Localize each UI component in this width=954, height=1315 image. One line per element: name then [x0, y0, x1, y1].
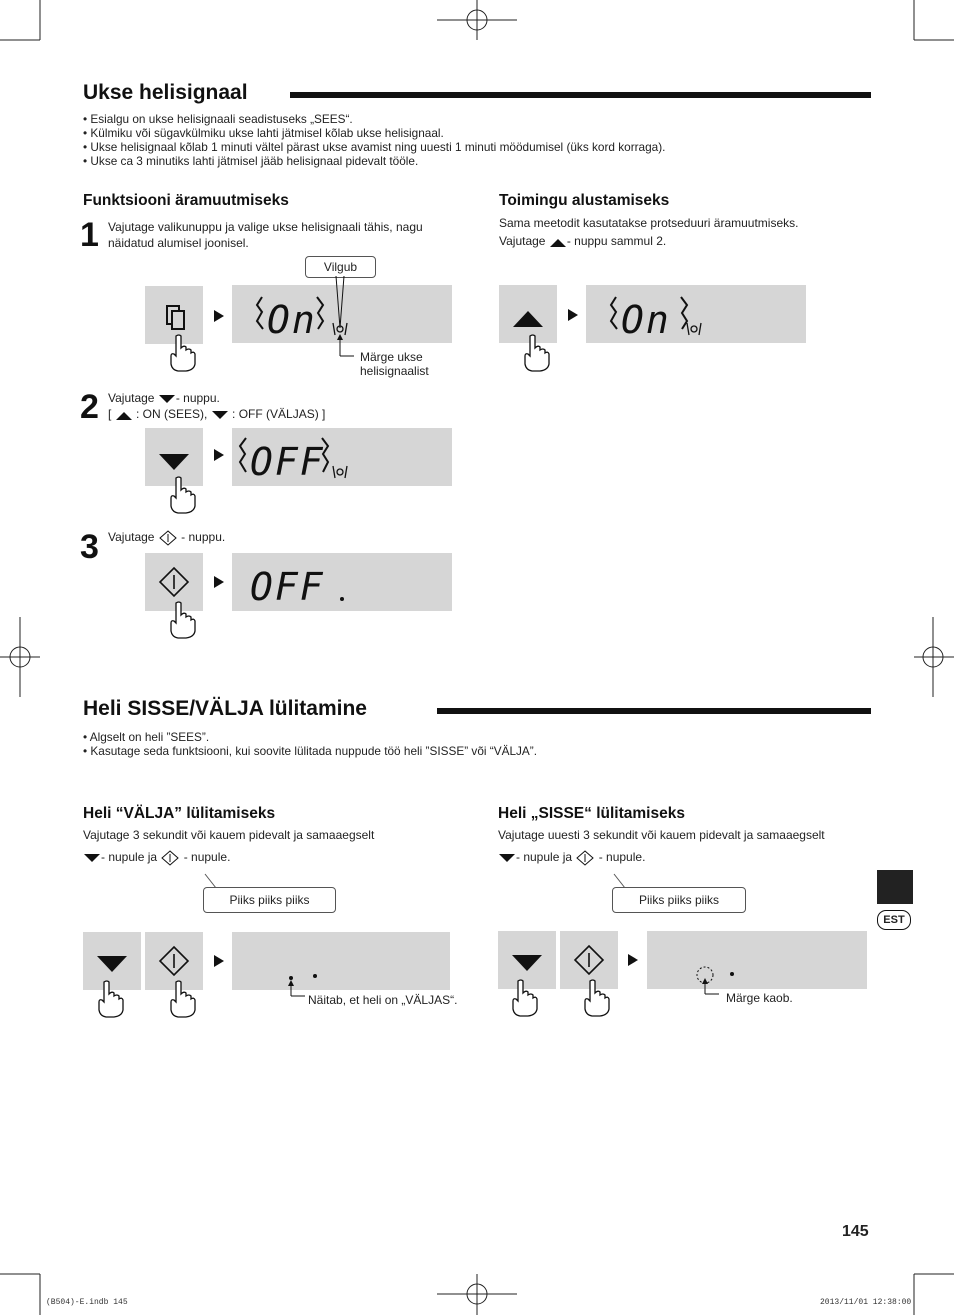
subheading-sound-on: Heli „SISSE“ lülitamiseks [498, 805, 685, 822]
language-badge: EST [877, 910, 911, 930]
indicator-dot [340, 597, 344, 601]
text-part: - nupule. [180, 850, 231, 865]
display-graphic [232, 553, 452, 611]
down-triangle-icon [211, 410, 229, 420]
text-part: - nupule ja [101, 850, 161, 865]
bullet-item: • Kasutage seda funktsiooni, kui soovite lülitada nuppude töö heli ”SISSE” või “VÄLJA”. [83, 744, 537, 758]
text-part: Vajutage [108, 391, 158, 405]
subheading-start: Toimingu alustamiseks [499, 192, 670, 209]
display-graphic [232, 932, 450, 990]
arrow-right-icon [214, 310, 224, 322]
footer-left: (B504)-E.indb 145 [46, 1298, 128, 1307]
callout-beep-right: Piiks piiks piiks [612, 887, 746, 913]
arrow-right-icon [628, 954, 638, 966]
display-panel-off [232, 553, 452, 611]
language-tab-block [877, 870, 913, 904]
indicator-dot [730, 972, 734, 976]
alarm-icon [687, 323, 701, 335]
leader-line [699, 976, 729, 1002]
display-graphic [586, 285, 806, 343]
text-part: - nupule. [595, 850, 646, 865]
finger-icon [508, 979, 538, 1017]
finger-icon [166, 334, 196, 372]
callout-blinks: Vilgub [305, 256, 376, 278]
start-text-2 [499, 234, 666, 248]
bullet-item: • Külmiku või sügavkülmiku ukse lahti jätmisel kõlab ukse helisignaal. [83, 126, 444, 140]
display-text: OFF [250, 565, 325, 609]
title-rule [437, 708, 871, 714]
step2-text [108, 391, 220, 405]
note-sound-off: Näitab, et heli on „VÄLJAS“. [308, 993, 458, 1007]
alarm-icon [333, 466, 347, 478]
arrow-right-icon [568, 309, 578, 321]
down-triangle-icon [498, 853, 516, 863]
bullet-item: • Ukse helisignaal kõlab 1 minuti vältel pärast ukse avamist ning uuesti 1 minuti möödumisel (üks kord korraga). [83, 140, 666, 154]
finger-icon [166, 980, 196, 1018]
step1-text-2: näidatud alumisel joonisel. [108, 236, 249, 250]
down-triangle-icon [158, 394, 176, 404]
bullet-item: • Algselt on heli ”SEES”. [83, 730, 210, 744]
display-panel-sound-on [647, 931, 867, 989]
text-part: - nuppu. [177, 530, 226, 545]
step-number-2: 2 [80, 388, 99, 426]
bullet-item: • Ukse ca 3 minutiks lahti jätmisel jääb helisignaal pidevalt tööle. [83, 154, 419, 168]
subheading-change: Funktsiooni äramuutmiseks [83, 192, 289, 209]
page-number: 145 [842, 1223, 869, 1240]
text-part: - nuppu sammul 2. [566, 234, 667, 248]
up-triangle-icon [115, 410, 133, 420]
power-diamond-icon [160, 850, 180, 866]
text-part: - nuppu. [175, 391, 220, 405]
step3-text [108, 530, 225, 546]
display-panel-sound-off [232, 932, 450, 990]
display-text: On [267, 298, 317, 342]
note-mark-disappears: Märge kaob. [726, 991, 793, 1005]
door-alarm-bullets [83, 112, 665, 168]
finger-icon [166, 476, 196, 514]
note-mark-1: Märge ukse [360, 350, 423, 364]
step1-text-1: Vajutage valikunuppu ja valige ukse helisignaali tähis, nagu [108, 220, 423, 234]
finger-icon [166, 601, 196, 639]
sound-off-text-1: Vajutage 3 sekundit või kauem pidevalt ja samaaegselt [83, 828, 375, 842]
callout-beep-left: Piiks piiks piiks [203, 887, 336, 913]
display-panel-on [586, 285, 806, 343]
bullet-item: • Esialgu on ukse helisignaali seadistuseks „SEES“. [83, 112, 353, 126]
up-triangle-icon [549, 237, 567, 247]
title-rule [290, 92, 871, 98]
arrow-right-icon [214, 955, 224, 967]
subheading-sound-off: Heli “VÄLJA” lülitamiseks [83, 805, 276, 822]
finger-icon [580, 979, 610, 1017]
step2-legend [108, 407, 325, 421]
text-part: Vajutage [499, 234, 549, 248]
text-part: - nupule ja [516, 850, 576, 865]
power-diamond-icon [158, 530, 178, 546]
text-part: [ [108, 407, 115, 421]
step-number-3: 3 [80, 528, 99, 566]
finger-icon [94, 980, 124, 1018]
display-text: OFF [250, 440, 325, 484]
sound-on-text-1: Vajutage uuesti 3 sekundit või kauem pidevalt ja samaaegselt [498, 828, 825, 842]
start-text-1: Sama meetodit kasutatakse protseduuri äramuutmiseks. [499, 216, 799, 230]
note-mark-2: helisignaalist [360, 364, 429, 378]
down-triangle-icon [83, 853, 101, 863]
power-diamond-icon [575, 850, 595, 866]
sound-bullets [83, 730, 537, 758]
arrow-right-icon [214, 576, 224, 588]
sound-off-text-2 [83, 850, 230, 866]
display-graphic [647, 931, 867, 989]
leader-lines [330, 276, 360, 366]
arrow-right-icon [214, 449, 224, 461]
text-part: : ON (SEES), [132, 407, 211, 421]
display-panel-off-blinking [232, 428, 452, 486]
step-number-1: 1 [80, 216, 99, 254]
finger-icon [520, 334, 550, 372]
display-text: On [621, 298, 671, 342]
section-title-sound: Heli SISSE/VÄLJA lülitamine [83, 697, 367, 720]
sound-on-text-2 [498, 850, 645, 866]
footer-right: 2013/11/01 12:38:00 [820, 1298, 912, 1307]
display-graphic [232, 428, 452, 486]
section-title-door-alarm: Ukse helisignaal [83, 81, 248, 104]
text-part: Vajutage [108, 530, 158, 545]
text-part: : OFF (VÄLJAS) ] [228, 407, 326, 421]
